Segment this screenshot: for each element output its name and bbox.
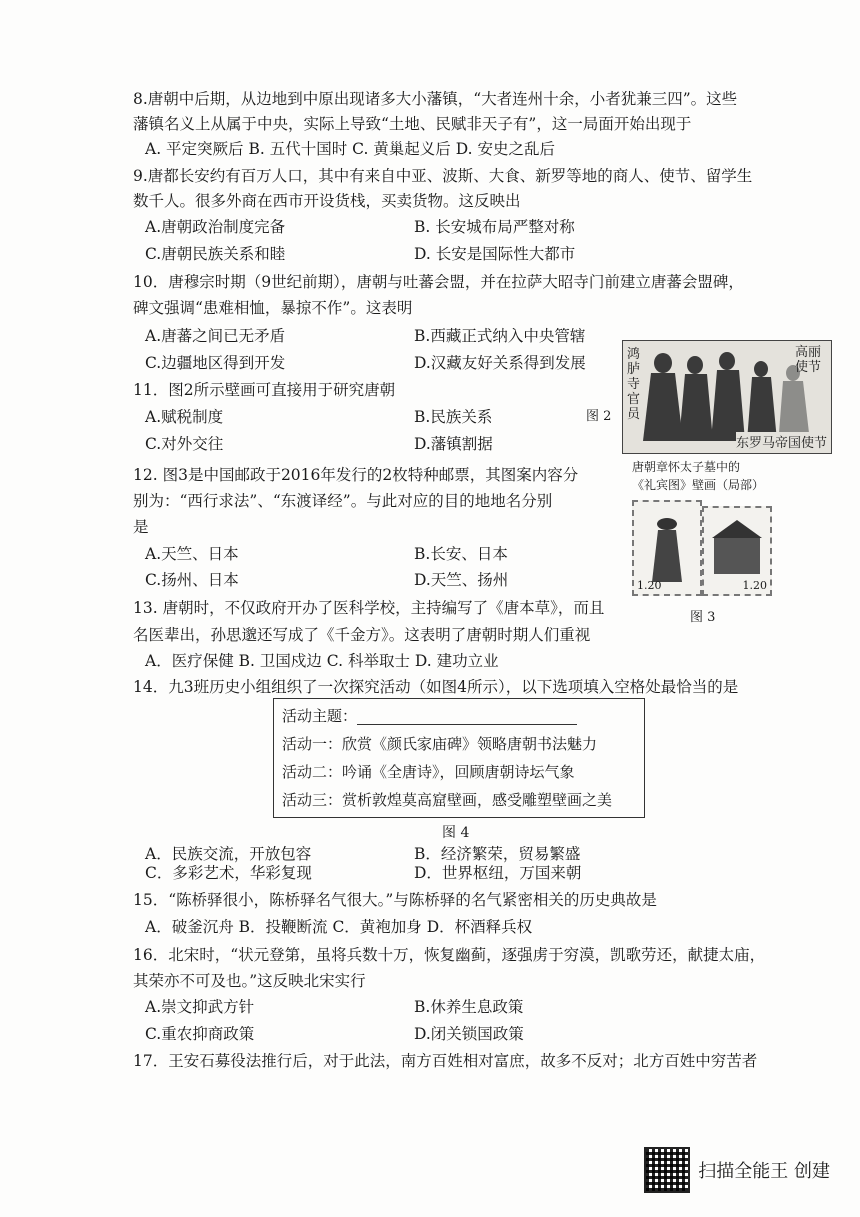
q8-line1: 8.唐朝中后期，从边地到中原出现诸多大小藩镇，“大者连州十余，小者犹兼三四”。这些 bbox=[133, 90, 738, 108]
fig2-right-label: 高丽使节 bbox=[795, 345, 822, 375]
q11-option-b: B.民族关系 bbox=[414, 408, 493, 426]
fig4-activity-3: 活动三：赏析敦煌莫高窟壁画，感受雕塑壁画之美 bbox=[282, 791, 613, 809]
watermark-text: 扫描全能王 创建 bbox=[698, 1161, 830, 1182]
q9-option-d: D. 长安是国际性大都市 bbox=[414, 245, 576, 263]
fig2-mural-image bbox=[622, 340, 832, 454]
stamp-east-voyage bbox=[702, 506, 772, 596]
fig4-activity-2: 活动二：吟诵《全唐诗》，回顾唐朝诗坛气象 bbox=[282, 763, 575, 781]
fig4-activity-1: 活动一：欣赏《颜氏家庙碑》领略唐朝书法魅力 bbox=[282, 735, 598, 753]
q12-option-a: A.天竺、日本 bbox=[145, 545, 239, 563]
fig2-label: 图 2 bbox=[586, 409, 612, 424]
q12-option-b: B.长安、日本 bbox=[414, 545, 508, 563]
q10-option-d: D.汉藏友好关系得到发展 bbox=[414, 354, 586, 372]
qr-code-icon bbox=[644, 1147, 690, 1193]
q9-option-a: A.唐朝政治制度完备 bbox=[145, 218, 286, 236]
stamp-west-journey bbox=[632, 500, 702, 596]
q11-option-d: D.藩镇割据 bbox=[414, 435, 493, 453]
q16-option-c: C.重农抑商政策 bbox=[145, 1025, 255, 1043]
q15-options: A．破釜沉舟 B．投鞭断流 C．黄袍加身 D．杯酒释兵权 bbox=[145, 918, 533, 936]
q12-option-c: C.扬州、日本 bbox=[145, 571, 239, 589]
fig3-label: 图 3 bbox=[690, 610, 716, 625]
stamp2-value: 1.20 bbox=[742, 579, 767, 592]
q8-options: A. 平定突厥后 B. 五代十国时 C. 黄巢起义后 D. 安史之乱后 bbox=[145, 140, 555, 158]
q17-line1: 17．王安石募役法推行后，对于此法，南方百姓相对富庶，故多不反对；北方百姓中穷苦者 bbox=[133, 1052, 758, 1070]
q16-line2: 其荣亦不可及也。”这反映北宋实行 bbox=[133, 972, 366, 990]
q14-option-a: A．民族交流，开放包容 bbox=[145, 845, 312, 863]
q11-option-c: C.对外交往 bbox=[145, 435, 224, 453]
q16-option-a: A.崇文抑武方针 bbox=[145, 998, 255, 1016]
fig2-left-label: 鸿胪寺官员 bbox=[627, 347, 641, 422]
q9-option-c: C.唐朝民族关系和睦 bbox=[145, 245, 286, 263]
fig2-caption-1: 唐朝章怀太子墓中的 bbox=[632, 460, 741, 474]
stamp1-value: 1.20 bbox=[637, 579, 662, 592]
q13-line1: 13. 唐朝时，不仅政府开办了医科学校，主持编写了《唐本草》，而且 bbox=[133, 599, 605, 617]
q13-line2: 名医辈出，孙思邈还写成了《千金方》。这表明了唐朝时期人们重视 bbox=[133, 626, 591, 644]
q14-line1: 14．九3班历史小组组织了一次探究活动（如图4所示），以下选项填入空格处最恰当的是 bbox=[133, 678, 739, 696]
q9-line2: 数千人。很多外商在西市开设货栈，买卖货物。这反映出 bbox=[133, 192, 521, 210]
q9-option-b: B. 长安城布局严整对称 bbox=[414, 218, 575, 236]
q10-option-a: A.唐蕃之间已无矛盾 bbox=[145, 327, 286, 345]
q11-line1: 11．图2所示壁画可直接用于研究唐朝 bbox=[133, 381, 396, 399]
q11-option-a: A.赋税制度 bbox=[145, 408, 224, 426]
q16-option-d: D.闭关锁国政策 bbox=[414, 1025, 524, 1043]
q10-option-c: C.边疆地区得到开发 bbox=[145, 354, 286, 372]
fig4-theme-label: 活动主题： bbox=[282, 707, 358, 725]
fig4-theme-blank bbox=[357, 710, 577, 725]
q14-option-d: D．世界枢纽，万国来朝 bbox=[414, 864, 582, 882]
scanner-watermark bbox=[644, 1147, 830, 1193]
q10-option-b: B.西藏正式纳入中央管辖 bbox=[414, 327, 586, 345]
q15-line1: 15．“陈桥驿很小，陈桥驿名气很大。”与陈桥驿的名气紧密相关的历史典故是 bbox=[133, 891, 657, 909]
q13-options: A．医疗保健 B. 卫国戍边 C. 科举取士 D. 建功立业 bbox=[145, 652, 499, 670]
fig4-activity-box bbox=[273, 698, 645, 818]
q12-line3: 是 bbox=[133, 518, 149, 536]
q14-option-b: B．经济繁荣，贸易繁盛 bbox=[414, 845, 581, 863]
q10-line2: 碑文强调“患难相恤，暴掠不作”。这表明 bbox=[133, 299, 413, 317]
fig2-bottom-label: 东罗马帝国使节 bbox=[736, 432, 827, 451]
fig4-label: 图 4 bbox=[442, 825, 470, 841]
q8-line2: 藩镇名义上从属于中央，实际上导致“土地、民赋非天子有”，这一局面开始出现于 bbox=[133, 115, 692, 133]
fig4-theme-row bbox=[282, 705, 577, 726]
q14-option-c: C．多彩艺术，华彩复现 bbox=[145, 864, 312, 882]
q9-line1: 9.唐都长安约有百万人口，其中有来自中亚、波斯、大食、新罗等地的商人、使节、留学生 bbox=[133, 167, 753, 185]
q16-line1: 16．北宋时，“状元登第，虽将兵数十万，恢复幽蓟，逐强虏于穷漠，凯歌劳还，献捷太庙， bbox=[133, 946, 766, 964]
q12-line2: 别为：“西行求法”、“东渡译经”。与此对应的目的地地名分别 bbox=[133, 492, 553, 510]
q12-option-d: D.天竺、扬州 bbox=[414, 571, 509, 589]
q16-option-b: B.休养生息政策 bbox=[414, 998, 524, 1016]
q12-line1: 12. 图3是中国邮政于2016年发行的2枚特种邮票，其图案内容分 bbox=[133, 466, 579, 484]
fig2-caption-2: 《礼宾图》壁画（局部） bbox=[632, 478, 765, 492]
q10-line1: 10．唐穆宗时期（9世纪前期），唐朝与吐蕃会盟，并在拉萨大昭寺门前建立唐蕃会盟碑， bbox=[133, 273, 744, 291]
